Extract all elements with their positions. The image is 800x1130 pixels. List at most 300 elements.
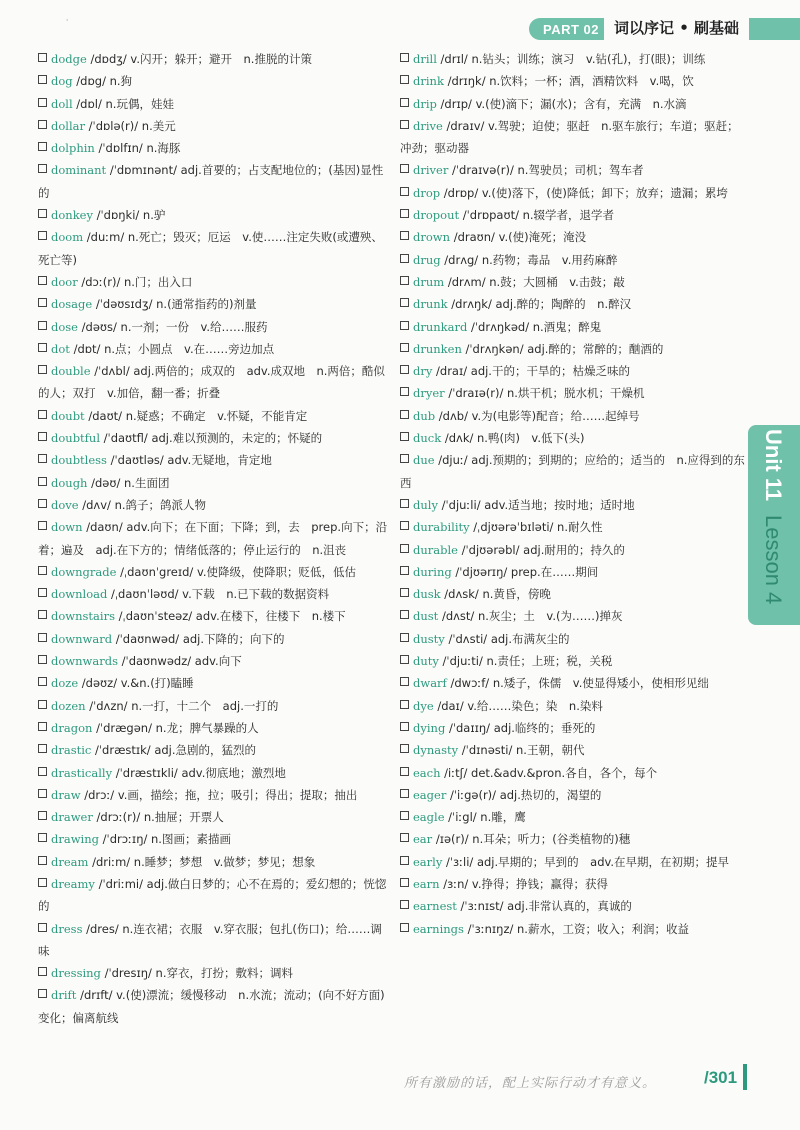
vocab-entry (38, 472, 390, 494)
vocab-definition: /daʊt/ n.疑惑；不确定 v.怀疑，不能肯定 (84, 408, 308, 423)
checkbox-icon[interactable] (38, 923, 47, 932)
margin-mark: ˈ (66, 18, 69, 27)
vocab-word: down (51, 520, 83, 535)
checkbox-icon[interactable] (38, 856, 47, 865)
checkbox-icon[interactable] (38, 677, 47, 686)
vocab-definition: /draʊn/ v.(使)淹死；淹没 (450, 230, 587, 245)
vocab-word: each (413, 765, 441, 780)
vocab-word: drill (413, 52, 437, 66)
checkbox-icon[interactable] (38, 53, 47, 62)
vocab-word: dust (413, 609, 439, 624)
vocab-definition: /ˈdræstɪkli/ adv.彻底地；激烈地 (112, 765, 286, 780)
vocab-word: dusk (413, 587, 441, 602)
checkbox-icon[interactable] (38, 744, 47, 753)
vocab-entry (38, 962, 390, 984)
checkbox-icon[interactable] (400, 566, 409, 575)
vocab-word: dryer (413, 386, 445, 401)
checkbox-icon[interactable] (400, 321, 409, 330)
vocab-word: drawing (51, 832, 100, 847)
vocab-definition: /ˈdjʊərɪŋ/ prep.在……期间 (451, 564, 599, 579)
vocab-entry (400, 159, 748, 181)
checkbox-icon[interactable] (38, 989, 47, 998)
vocab-word: dominant (51, 163, 107, 178)
vocab-definition: /driːm/ n.睡梦；梦想 v.做梦；梦见；想象 (88, 854, 316, 869)
checkbox-icon[interactable] (400, 521, 409, 530)
checkbox-icon[interactable] (400, 655, 409, 664)
checkbox-icon[interactable] (38, 321, 47, 330)
checkbox-icon[interactable] (38, 410, 47, 419)
vocab-definition: /ˈdaʊtləs/ adv.无疑地，肯定地 (106, 453, 272, 468)
vocab-entry (400, 806, 748, 828)
vocab-definition: /dʌv/ n.鸽子；鸽派人物 (78, 497, 207, 512)
vocab-entry (400, 226, 748, 248)
checkbox-icon[interactable] (400, 365, 409, 374)
vocab-word: eager (413, 787, 447, 802)
vocab-definition: /ˈdʌbl/ adj.两倍的；成双的 adv.成双地 n.两倍；酷似的人；双打 v.加倍，翻一番；折叠 (38, 364, 385, 401)
vocab-entry (38, 427, 390, 449)
vocab-entry (38, 762, 390, 784)
vocab-entry (400, 873, 748, 895)
checkbox-icon[interactable] (38, 98, 47, 107)
vocab-definition: /ˈdʌzn/ n.一打，十二个 adj.一打的 (85, 698, 279, 713)
vocab-definition: /ˈdrʌŋkəd/ n.酒鬼；醉鬼 (467, 319, 602, 334)
checkbox-icon[interactable] (38, 655, 47, 664)
section-title: 词以序记 • 刷基础 (604, 14, 749, 42)
vocab-definition: /drʌŋk/ adj.醉的；陶醉的 n.醉汉 (447, 297, 632, 312)
vocab-word: drunken (413, 341, 462, 356)
checkbox-icon[interactable] (38, 833, 47, 842)
vocab-entry (400, 561, 748, 583)
vocab-definition: /ˈdrɒpaʊt/ n.辍学者，退学者 (459, 208, 615, 223)
checkbox-icon[interactable] (400, 53, 409, 62)
checkbox-icon[interactable] (38, 142, 47, 151)
vocab-entry (400, 405, 748, 427)
checkbox-icon[interactable] (38, 231, 47, 240)
vocab-word: earn (413, 876, 440, 891)
vocab-definition: /ˈdjuːli/ adv.适当地；按时地；适时地 (437, 497, 635, 512)
vocab-definition: /drɪft/ v.(使)漂流；缓慢移动 n.水流；流动；(向不好方面)变化；偏离航线 (38, 988, 385, 1025)
checkbox-icon[interactable] (38, 499, 47, 508)
vocab-entry (400, 449, 748, 494)
lesson-label: Lesson 4 (761, 515, 786, 605)
checkbox-icon[interactable] (400, 499, 409, 508)
checkbox-icon[interactable] (400, 610, 409, 619)
checkbox-icon[interactable] (38, 566, 47, 575)
vocab-definition: /ˈdɒlfɪn/ n.海豚 (94, 141, 181, 156)
vocab-definition: /ˈɜːnɪŋz/ n.薪水，工资；收入；利润；收益 (463, 921, 689, 936)
vocab-word: door (51, 274, 78, 289)
vocab-word: dwarf (413, 676, 447, 691)
checkbox-icon[interactable] (38, 209, 47, 218)
vocab-definition: /ˈdɪnəsti/ n.王朝，朝代 (458, 743, 585, 758)
vocab-entry (38, 93, 390, 115)
vocab-word: dodge (51, 52, 87, 66)
checkbox-icon[interactable] (400, 454, 409, 463)
checkbox-icon[interactable] (400, 856, 409, 865)
checkbox-icon[interactable] (38, 164, 47, 173)
vocab-word: drum (413, 274, 445, 289)
checkbox-icon[interactable] (38, 477, 47, 486)
vocab-word: due (413, 453, 435, 468)
vocab-word: driver (413, 163, 449, 178)
vocab-definition: /ˈdʌsti/ adj.布满灰尘的 (444, 631, 570, 646)
vocab-definition: /ˌdaʊnˈsteəz/ adv.在楼下，往楼下 n.楼下 (115, 609, 346, 624)
vocab-definition: /dʌk/ n.鸭(肉) v.低下(头) (441, 431, 585, 446)
vocab-definition: /drɔː/ v.画，描绘；拖，拉；吸引；得出；提取；抽出 (80, 787, 358, 802)
vocab-definition: /drʌg/ n.药物；毒品 v.用药麻醉 (440, 252, 618, 267)
vocab-word: dress (51, 921, 83, 936)
vocab-entry (38, 360, 390, 405)
vocab-entry (38, 873, 390, 918)
vocab-definition: /ˈiːgə(r)/ adj.热切的，渴望的 (446, 787, 602, 802)
vocab-definition: /ˈɜːnɪst/ adj.非常认真的，真诚的 (456, 899, 632, 914)
vocab-word: duly (413, 497, 438, 512)
vocab-word: drastically (51, 765, 113, 780)
vocab-entry (400, 293, 748, 315)
vocab-word: dose (51, 319, 78, 334)
vocab-entry (38, 806, 390, 828)
vocab-definition: /ˌdaʊnˈləʊd/ v.下载 n.已下载的数据资料 (107, 587, 330, 602)
vocab-definition: /duːm/ n.死亡；毁灭；厄运 v.使……注定失败(或遭殃、死亡等) (38, 230, 383, 267)
vocab-word: drunkard (413, 319, 468, 334)
vocab-word: dying (413, 720, 446, 735)
vocab-word: doll (51, 96, 73, 111)
vocab-word: durable (413, 542, 458, 557)
vocab-word: duck (413, 431, 442, 446)
vocab-entry (400, 784, 748, 806)
vocab-definition: /dres/ n.连衣裙；衣服 v.穿衣服；包扎(伤口)；给……调味 (38, 921, 382, 958)
vocab-word: drawer (51, 810, 93, 825)
checkbox-icon[interactable] (38, 767, 47, 776)
vocab-word: doubtless (51, 453, 107, 468)
checkbox-icon[interactable] (38, 811, 47, 820)
vocab-definition: /ˈdraɪvə(r)/ n.驾驶员；司机；驾车者 (448, 163, 644, 178)
vocab-definition: /dɒl/ n.玩偶，娃娃 (72, 96, 174, 111)
vocab-entry (38, 48, 390, 70)
vocab-word: dry (413, 364, 433, 379)
checkbox-icon[interactable] (38, 276, 47, 285)
vocab-entry (400, 316, 748, 338)
checkbox-icon[interactable] (400, 833, 409, 842)
vocab-definition: /dəʊs/ n.一剂；一份 v.给……服药 (78, 319, 268, 334)
unit-side-tab (748, 425, 800, 625)
vocab-word: double (51, 364, 91, 379)
vocab-entry (38, 851, 390, 873)
vocab-definition: /dɒt/ n.点；小圆点 v.在……旁边加点 (69, 341, 275, 356)
checkbox-icon[interactable] (400, 432, 409, 441)
vocab-entry (38, 984, 390, 1029)
vocab-definition: /ˌdjʊərəˈbɪləti/ n.耐久性 (469, 520, 603, 535)
vocab-definition: /dʌsk/ n.黄昏，傍晚 (440, 587, 551, 602)
vocab-word: drive (413, 118, 443, 133)
vocab-definition: /ˈdaʊnwəd/ adj.下降的；向下的 (112, 631, 285, 646)
vocab-entry (38, 828, 390, 850)
vocab-word: dozen (51, 698, 86, 713)
vocab-definition: /draɪv/ v.驾驶；迫使；驱赶 n.驱车旅行；车道；驱赶；冲劲；驱动器 (400, 118, 739, 156)
vocab-definition: /drɒp/ v.(使)落下，(使)降低；卸下；放弃；遗漏；累垮 (440, 185, 728, 200)
vocab-definition: /djuː/ adj.预期的；到期的；应给的；适当的 n.应得到的东西 (400, 453, 745, 490)
checkbox-icon[interactable] (38, 298, 47, 307)
vocab-definition: /ˈdɒŋki/ n.驴 (92, 208, 166, 223)
checkbox-icon[interactable] (400, 700, 409, 709)
vocab-word: drink (413, 74, 444, 89)
vocab-word: doubt (51, 408, 85, 423)
vocab-entry (400, 672, 748, 694)
vocab-definition: /dwɔːf/ n.矮子，侏儒 v.使显得矮小，使相形见绌 (446, 676, 709, 691)
page-number-bar (743, 1064, 747, 1090)
vocab-entry (38, 293, 390, 315)
vocab-entry (400, 93, 748, 115)
vocab-word: early (413, 854, 443, 869)
vocab-entry (38, 226, 390, 271)
vocab-word: dynasty (413, 743, 459, 758)
vocab-word: drug (413, 252, 441, 267)
vocab-entry (400, 494, 748, 516)
unit-label: Unit 11 (761, 429, 786, 502)
vocab-word: dressing (51, 966, 101, 981)
checkbox-icon[interactable] (38, 120, 47, 129)
vocab-entry (400, 427, 748, 449)
vocab-entry (400, 539, 748, 561)
checkbox-icon[interactable] (400, 98, 409, 107)
checkbox-icon[interactable] (400, 811, 409, 820)
vocab-entry (400, 249, 748, 271)
vocab-definition: /daʊn/ adv.向下；在下面；下降；到，去 prep.向下；沿着；遍及 adj.在下方的；情绪低落的；停止运行的 n.沮丧 (38, 520, 388, 557)
vocab-entry (38, 137, 390, 159)
vocab-word: download (51, 587, 108, 602)
vocab-entry (38, 695, 390, 717)
vocab-entry (38, 316, 390, 338)
checkbox-icon[interactable] (38, 967, 47, 976)
vocab-word: during (413, 564, 452, 579)
vocab-entry (400, 204, 748, 226)
checkbox-icon[interactable] (38, 365, 47, 374)
vocab-entry (38, 918, 390, 963)
vocab-entry (38, 583, 390, 605)
vocab-word: dub (413, 408, 436, 423)
vocab-entry (38, 784, 390, 806)
vocab-word: downstairs (51, 609, 115, 624)
vocab-entry (400, 382, 748, 404)
vocab-word: dolphin (51, 141, 95, 156)
vocab-word: eagle (413, 810, 445, 825)
vocab-word: dot (51, 341, 70, 356)
vocab-definition: /daɪ/ v.给……染色；染 n.染料 (433, 698, 603, 713)
vocab-entry (400, 605, 748, 627)
vocab-word: downwards (51, 654, 118, 669)
vocab-definition: /iːtʃ/ det.&adv.&pron.各自，各个，每个 (440, 765, 658, 780)
vocab-word: doom (51, 230, 84, 245)
vocab-definition: /dɔː(r)/ n.门；出入口 (77, 274, 193, 289)
checkbox-icon[interactable] (400, 789, 409, 798)
checkbox-icon[interactable] (400, 544, 409, 553)
checkbox-icon[interactable] (400, 187, 409, 196)
vocab-entry (38, 628, 390, 650)
vocab-word: downward (51, 631, 113, 646)
vocab-word: dream (51, 854, 89, 869)
vocab-entry (38, 650, 390, 672)
page-number: /301 (704, 1068, 738, 1087)
vocab-entry (38, 159, 390, 204)
vocab-word: drunk (413, 297, 448, 312)
checkbox-icon[interactable] (38, 722, 47, 731)
vocab-entry (38, 494, 390, 516)
vocab-definition: /ˈdɒmɪnənt/ adj.首要的；占支配地位的；(基因)显性的 (38, 163, 384, 200)
vocab-definition: /ˈdəʊsɪdʒ/ n.(通常指药的)剂量 (92, 297, 257, 312)
vocab-definition: /dʌb/ v.为(电影等)配音；给……起绰号 (435, 408, 640, 423)
vocab-definition: /dəʊ/ n.生面团 (87, 475, 170, 490)
checkbox-icon[interactable] (400, 120, 409, 129)
vocab-word: dusty (413, 631, 445, 646)
vocab-entry (400, 48, 748, 70)
vocab-word: downgrade (51, 564, 117, 579)
vocab-entry (400, 717, 748, 739)
checkbox-icon[interactable] (400, 767, 409, 776)
vocab-entry (400, 182, 748, 204)
checkbox-icon[interactable] (38, 633, 47, 642)
vocab-entry (38, 449, 390, 471)
checkbox-icon[interactable] (400, 298, 409, 307)
checkbox-icon[interactable] (400, 923, 409, 932)
vocab-entry (38, 70, 390, 92)
vocab-entry (400, 695, 748, 717)
vocab-entry (400, 828, 748, 850)
vocab-word: donkey (51, 208, 93, 223)
checkbox-icon[interactable] (400, 254, 409, 263)
vocab-definition: /ˈdraɪə(r)/ n.烘干机；脱水机；干燥机 (444, 386, 645, 401)
vocab-entry (400, 360, 748, 382)
vocab-entry (38, 605, 390, 627)
checkbox-icon[interactable] (400, 387, 409, 396)
vocab-word: dropout (413, 208, 460, 223)
vocab-definition: /ˈdɒlə(r)/ n.美元 (85, 118, 176, 133)
checkbox-icon[interactable] (38, 789, 47, 798)
checkbox-icon[interactable] (400, 410, 409, 419)
vocab-definition: /drɪŋk/ n.饮料；一杯；酒，酒精饮料 v.喝，饮 (443, 74, 694, 89)
checkbox-icon[interactable] (400, 343, 409, 352)
vocab-entry (38, 115, 390, 137)
vocab-word: drop (413, 185, 441, 200)
checkbox-icon[interactable] (400, 900, 409, 909)
vocab-definition: /drɔː(r)/ n.抽屉；开票人 (92, 810, 224, 825)
vocab-entry (400, 895, 748, 917)
vocab-word: ear (413, 832, 433, 847)
vocab-definition: /drɪp/ v.(使)滴下；漏(水)；含有，充满 n.水滴 (436, 96, 687, 111)
vocab-entry (38, 271, 390, 293)
vocab-definition: /ˈɜːli/ adj.早期的；早到的 adv.在早期，在初期；提早 (442, 854, 730, 869)
vocab-entry (400, 338, 748, 360)
vocab-word: doze (51, 676, 79, 691)
right-column (400, 48, 748, 940)
vocab-word: earnings (413, 921, 464, 936)
vocab-entry (400, 583, 748, 605)
vocab-entry (38, 717, 390, 739)
left-column (38, 48, 390, 1029)
checkbox-icon[interactable] (400, 878, 409, 887)
checkbox-icon[interactable] (400, 209, 409, 218)
vocab-entry (400, 762, 748, 784)
vocab-entry (400, 851, 748, 873)
vocab-word: drastic (51, 743, 92, 758)
vocab-word: drift (51, 988, 77, 1003)
checkbox-icon[interactable] (38, 343, 47, 352)
vocab-definition: /ˈdrɔːɪŋ/ n.图画；素描画 (99, 832, 231, 847)
vocab-definition: /ˈdrægən/ n.龙；脾气暴躁的人 (92, 720, 259, 735)
vocab-word: dosage (51, 297, 93, 312)
checkbox-icon[interactable] (400, 744, 409, 753)
vocab-word: dye (413, 698, 434, 713)
vocab-word: dove (51, 497, 79, 512)
vocab-entry (400, 739, 748, 761)
vocab-definition: /dɒg/ n.狗 (72, 74, 133, 89)
vocab-definition: /ˈdjʊərəbl/ adj.耐用的；持久的 (457, 542, 625, 557)
vocab-entry (400, 628, 748, 650)
vocab-entry (400, 70, 748, 92)
checkbox-icon[interactable] (400, 164, 409, 173)
vocab-definition: /dɒdʒ/ v.闪开；躲开；避开 n.推脱的计策 (86, 52, 312, 66)
vocab-entry (400, 918, 748, 940)
checkbox-icon[interactable] (400, 276, 409, 285)
checkbox-icon[interactable] (400, 633, 409, 642)
checkbox-icon[interactable] (38, 454, 47, 463)
checkbox-icon[interactable] (400, 231, 409, 240)
vocab-entry (38, 204, 390, 226)
vocab-entry (400, 516, 748, 538)
checkbox-icon[interactable] (400, 677, 409, 686)
footer-quote: 所有激励的话，配上实际行动才有意义。 (404, 1076, 657, 1091)
side-tab-text (760, 429, 786, 605)
vocab-entry (400, 650, 748, 672)
checkbox-icon[interactable] (400, 75, 409, 84)
vocab-definition: /ˈdrʌŋkən/ adj.醉的；常醉的；酗酒的 (461, 341, 664, 356)
vocab-definition: /draɪ/ adj.干的；干旱的；枯燥乏味的 (432, 364, 630, 379)
vocab-definition: /ˈdaʊnwədz/ adv.向下 (118, 654, 242, 669)
vocab-entry (38, 405, 390, 427)
checkbox-icon[interactable] (400, 588, 409, 597)
vocab-word: dough (51, 475, 88, 490)
vocab-definition: /dʌst/ n.灰尘；土 v.(为……)掸灰 (438, 609, 623, 624)
checkbox-icon[interactable] (38, 75, 47, 84)
vocab-word: dragon (51, 720, 93, 735)
checkbox-icon[interactable] (38, 588, 47, 597)
checkbox-icon[interactable] (400, 722, 409, 731)
vocab-word: dollar (51, 118, 85, 133)
vocab-entry (38, 338, 390, 360)
vocab-definition: /ˈdaʊtfl/ adj.难以预测的，未定的；怀疑的 (100, 431, 323, 446)
checkbox-icon[interactable] (38, 610, 47, 619)
vocab-definition: /drɪl/ n.钻头；训练；演习 v.钻(孔)，打(眼)；训练 (436, 52, 706, 66)
vocab-entry (38, 516, 390, 561)
vocab-definition: /ˈdaɪɪŋ/ adj.临终的；垂死的 (445, 720, 596, 735)
vocab-definition: /dəʊz/ v.&n.(打)瞌睡 (78, 676, 194, 691)
checkbox-icon[interactable] (38, 878, 47, 887)
vocab-word: drown (413, 230, 451, 245)
vocab-entry (400, 271, 748, 293)
checkbox-icon[interactable] (38, 432, 47, 441)
vocab-entry (38, 561, 390, 583)
checkbox-icon[interactable] (38, 700, 47, 709)
vocab-definition: /drʌm/ n.鼓；大圆桶 v.击鼓；敲 (444, 274, 625, 289)
checkbox-icon[interactable] (38, 521, 47, 530)
vocab-definition: /ɪə(r)/ n.耳朵；听力；(谷类植物的)穗 (432, 832, 631, 847)
vocab-entry (400, 115, 748, 160)
part-label: PART 02 (543, 21, 599, 37)
vocab-definition: /ˈdriːmi/ adj.做白日梦的；心不在焉的；爱幻想的；恍惚的 (38, 876, 387, 914)
vocab-word: dog (51, 74, 73, 89)
vocab-entry (38, 672, 390, 694)
vocab-word: duty (413, 654, 439, 669)
vocab-word: draw (51, 787, 81, 802)
